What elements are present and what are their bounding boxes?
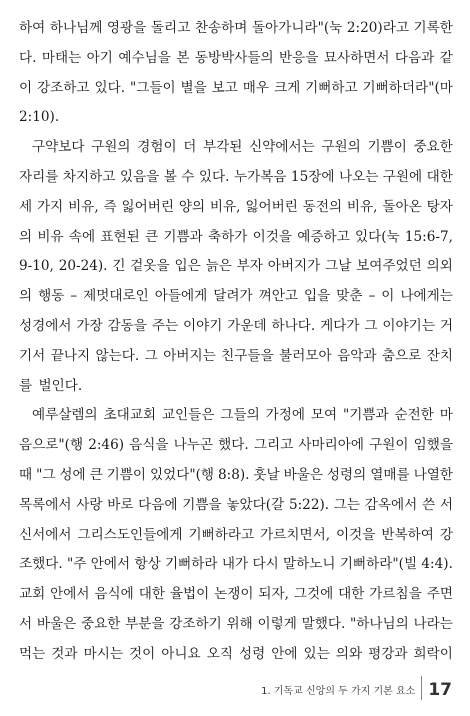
body-text	[19, 14, 453, 670]
text-line: 의 행동 – 제멋대로인 아들에게 달려가 껴안고 입을 맞춘 – 이 나에게는	[19, 288, 453, 305]
text-line: 예루살렘의 초대교회 교인들은 그들의 가정에 모여 "기쁨과 순전한 마	[32, 407, 453, 424]
text-line: 때 "그 성에 큰 기쁨이 있었다"(행 8:8). 훗날 바울은 성령의 열매를 나열한	[19, 466, 453, 483]
text-line: 먹는 것과 마시는 것이 아니요 오직 성령 안에 있는 의와 평강과 희락이	[19, 645, 453, 662]
text-line: 2:10).	[19, 109, 60, 126]
page-footer	[261, 674, 452, 700]
text-line: 구약보다 구원의 경험이 더 부각된 신약에서는 구원의 기쁨이 중요한	[32, 139, 453, 156]
text-line: 다. 마태는 아기 예수님을 본 동방박사들의 반응을 묘사하면서 다음과 같	[19, 49, 453, 66]
page-number: 17	[428, 680, 452, 700]
footer-divider	[421, 676, 422, 700]
text-line: 신서에서 그리스도인들에게 기뻐하라고 가르치면서, 이것을 반복하여 강	[19, 526, 453, 543]
text-line: 성경에서 가장 감동을 주는 이야기 가운데 하나다. 게다가 그 이야기는 거	[19, 317, 453, 334]
text-line: 기서 끝나지 않는다. 그 아버지는 친구들을 불러모아 음악과 춤으로 잔치	[19, 347, 453, 364]
text-line: 를 벌인다.	[19, 377, 83, 394]
text-line: 의 비유 속에 표현된 큰 기쁨과 축하가 이것을 예증하고 있다(눅 15:6-7,	[19, 228, 453, 245]
text-line: 9-10, 20-24). 긴 겉옷을 입은 늙은 부자 아버지가 그날 보여주었던 의외	[19, 258, 453, 275]
text-line: 목록에서 사랑 바로 다음에 기쁨을 놓았다(갈 5:22). 그는 감옥에서 쓴 서	[19, 496, 453, 513]
running-title: 1. 기독교 신앙의 두 가지 기본 요소	[261, 686, 416, 697]
text-line: 이 강조하고 있다. "그들이 별을 보고 매우 크게 기뻐하고 기뻐하더라"(마	[19, 79, 453, 96]
text-line: 조했다. "주 안에서 항상 기뻐하라 내가 다시 말하노니 기뻐하라"(빌 4:4).	[19, 556, 453, 573]
text-line: 교회 안에서 음식에 대한 율법이 논쟁이 되자, 그것에 대한 가르침을 주면	[19, 586, 453, 603]
text-line: 세 가지 비유, 즉 잃어버린 양의 비유, 잃어버린 동전의 비유, 돌아온 탕자	[19, 198, 453, 215]
text-line: 하여 하나님께 영광을 돌리고 찬송하며 돌아가니라"(눅 2:20)라고 기록한	[19, 20, 453, 36]
text-line: 음으로"(행 2:46) 음식을 나누곤 했다. 그리고 사마리아에 구원이 임했을	[19, 437, 453, 454]
text-line: 서 바울은 중요한 부분을 강조하기 위해 이렇게 말했다. "하나님의 나라는	[19, 615, 453, 632]
text-line: 자리를 차지하고 있음을 볼 수 있다. 누가복음 15장에 나오는 구원에 대한	[19, 168, 453, 185]
